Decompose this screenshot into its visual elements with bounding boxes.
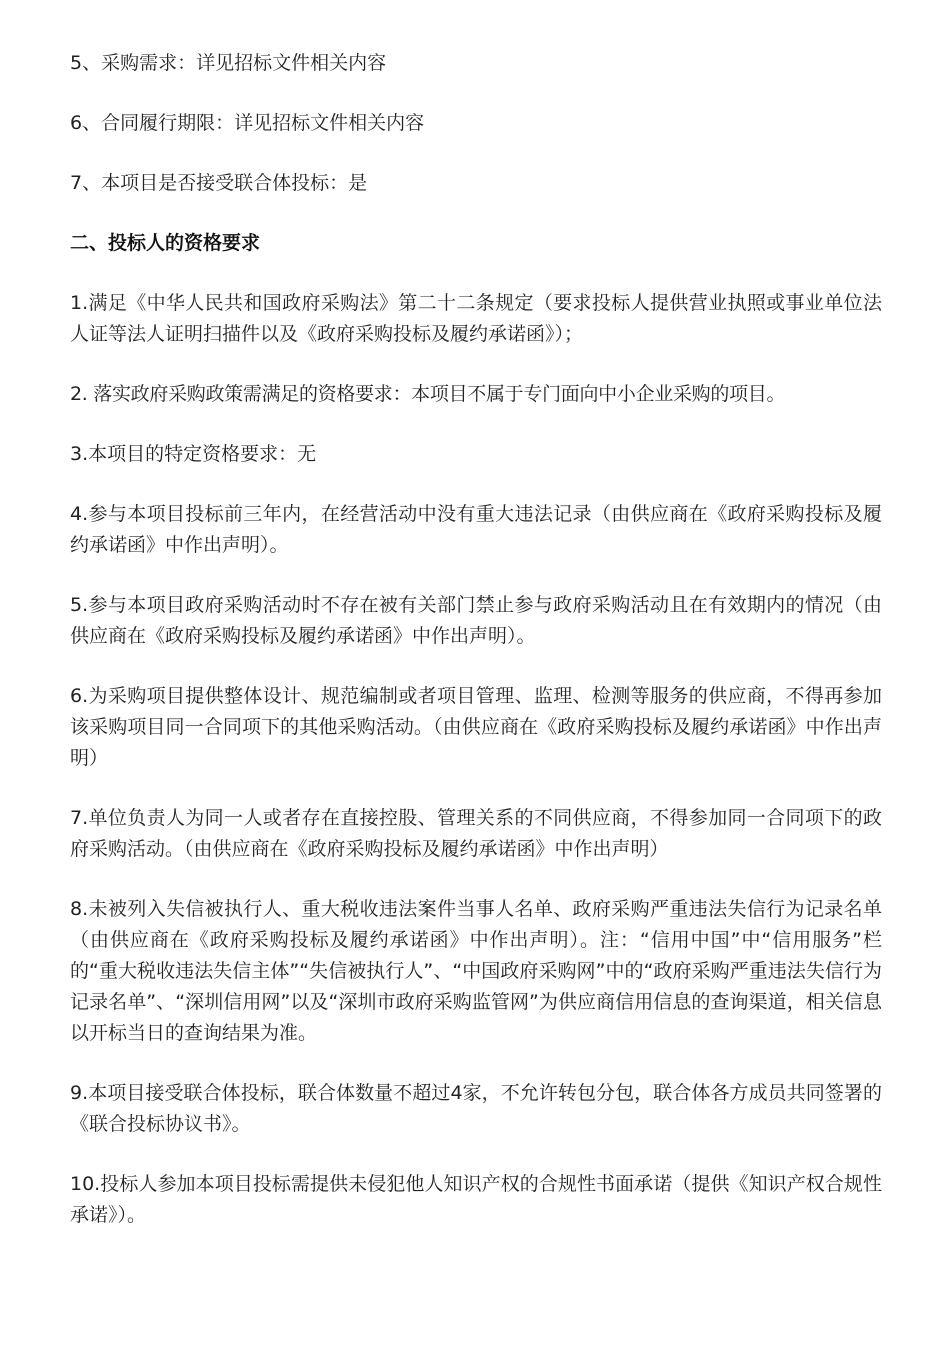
requirement-5: 5.参与本项目政府采购活动时不存在被有关部门禁止参与政府采购活动且在有效期内的情况（由供应商在《政府采购投标及履约承诺函》中作出声明）。: [70, 594, 882, 647]
requirement-1: 1.满足《中华人民共和国政府采购法》第二十二条规定（要求投标人提供营业执照或事业单位法人证等法人证明扫描件以及《政府采购投标及履约承诺函》）；: [70, 292, 882, 345]
requirement-6: 6.为采购项目提供整体设计、规范编制或者项目管理、监理、检测等服务的供应商，不得再参加该采购项目同一合同项下的其他采购活动。（由供应商在《政府采购投标及履约承诺函》中作出声明）: [70, 685, 882, 769]
requirement-4: 4.参与本项目投标前三年内，在经营活动中没有重大违法记录（由供应商在《政府采购投标及履约承诺函》中作出声明）。: [70, 503, 882, 556]
item-contract-period: 6、合同履行期限：详见招标文件相关内容: [70, 112, 425, 134]
item-consortium-accepted: 7、本项目是否接受联合体投标：是: [70, 172, 368, 194]
item-procurement-demand: 5、采购需求：详见招标文件相关内容: [70, 52, 387, 74]
requirement-2: 2. 落实政府采购政策需满足的资格要求：本项目不属于专门面向中小企业采购的项目。: [70, 383, 786, 405]
section-heading: 二、投标人的资格要求: [70, 232, 261, 254]
requirement-7: 7.单位负责人为同一人或者存在直接控股、管理关系的不同供应商，不得参加同一合同项下的政府采购活动。（由供应商在《政府采购投标及履约承诺函》中作出声明）: [70, 807, 882, 860]
document-body: [70, 48, 882, 1260]
requirement-3: 3.本项目的特定资格要求：无: [70, 443, 317, 465]
requirement-9: 9.本项目接受联合体投标，联合体数量不超过4家，不允许转包分包，联合体各方成员共同签署的《联合投标协议书》。: [70, 1082, 882, 1135]
requirement-10: 10.投标人参加本项目投标需提供未侵犯他人知识产权的合规性书面承诺（提供《知识产权合规性承诺》）。: [70, 1173, 882, 1226]
requirement-8: 8.未被列入失信被执行人、重大税收违法案件当事人名单、政府采购严重违法失信行为记录名单（由供应商在《政府采购投标及履约承诺函》中作出声明）。注：“信用中国”中“信用服务”栏的“重大税收违法失信主体”“失信被执行人”、“中国政府采购网”中的“政府采购严重违法失信行为记录名单”、“深圳信用网”以及“深圳市政府采购监管网”为供应商信用信息的查询渠道，相关信息以开标当日的查询结果为准。: [70, 898, 882, 1044]
